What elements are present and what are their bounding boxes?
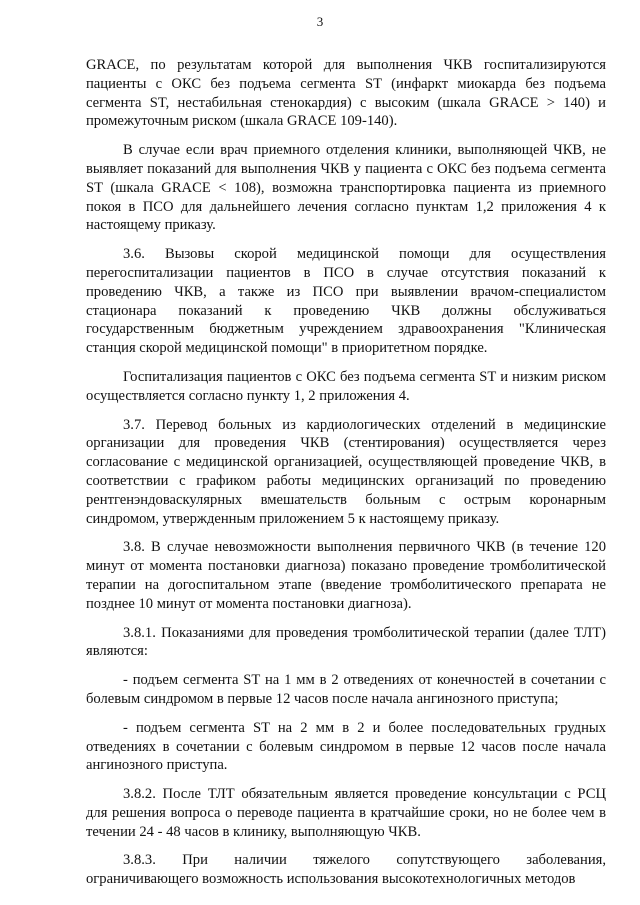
paragraph-3-8-1: 3.8.1. Показаниями для проведения тромболитической терапии (далее ТЛТ) являются: <box>86 624 606 660</box>
paragraph-3-6: 3.6. Вызовы скорой медицинской помощи для осуществления перегоспитализации пациентов в ПСО в случае отсутствия показаний к проведению ЧКВ, а также из ПСО при выявлении врачом-специалистом стационара показаний к проведению ЧКВ должны обслуживаться государственным бюджетным учреждением здравоохранения "Клиническая станция скорой медицинской помощи" в приоритетном порядке. <box>86 246 606 357</box>
paragraph-3-7: 3.7. Перевод больных из кардиологических отделений в медицинские организации для проведения ЧКВ (стентирования) осуществляется через согласование с медицинской организацией, осуществляющей проведение ЧКВ, в соответствии с графиком работы медицинских организаций по проведению рентгенэндоваскулярных вмешательств больным с острым коронарным синдромом, утвержденным приложением 5 к настоящему приказу. <box>86 416 606 527</box>
page-number: 3 <box>316 14 324 29</box>
paragraph-3-8: 3.8. В случае невозможности выполнения первичного ЧКВ (в течение 120 минут от момента постановки диагноза) показано проведение тромболитической терапии на догоспитальном этапе (введение тромболитического препарата не позднее 10 минут от момента постановки диагноза). <box>86 539 606 612</box>
paragraph-3-8-3: 3.8.3. При наличии тяжелого сопутствующего заболевания, ограничивающего возможность использования высокотехнологичных методов <box>86 852 606 888</box>
paragraph-3-8-2: 3.8.2. После ТЛТ обязательным является проведение консультации с РСЦ для решения вопроса о переводе пациента в кратчайшие сроки, но не более чем в течении 24 - 48 часов в клинику, выполняющую ЧКВ. <box>86 786 606 840</box>
paragraph-low-risk-hospitalization: Госпитализация пациентов с ОКС без подъема сегмента ST и низким риском осуществляется согласно пункту 1, 2 приложения 4. <box>86 368 606 404</box>
paragraph-transport-to-pso: В случае если врач приемного отделения клиники, выполняющей ЧКВ, не выявляет показаний для выполнения ЧКВ у пациента с ОКС без подъема сегмента ST (шкала GRACE < 108), возможна транспортировка пациента из приемного покоя в ПСО для дальнейшего лечения согласно пунктам 1,2 приложения 4 к настоящему приказу. <box>86 142 606 234</box>
document-body <box>86 56 606 899</box>
list-item-indication-2: - подъем сегмента ST на 2 мм в 2 и более последовательных грудных отведениях в сочетании с болевым синдромом в первые 12 часов после начала ангинозного приступа. <box>86 719 606 774</box>
list-item-indication-1: - подъем сегмента ST на 1 мм в 2 отведениях от конечностей в сочетании с болевым синдромом в первые 12 часов после начала ангинозного приступа; <box>86 672 606 707</box>
paragraph-grace-continuation: GRACE, по результатам которой для выполнения ЧКВ госпитализируются пациенты с ОКС без подъема сегмента ST (инфаркт миокарда без подъема сегмента ST, нестабильная стенокардия) с высоким (шкала GRACE > 140) и промежуточным риском (шкала GRACE 109-140). <box>86 57 606 130</box>
